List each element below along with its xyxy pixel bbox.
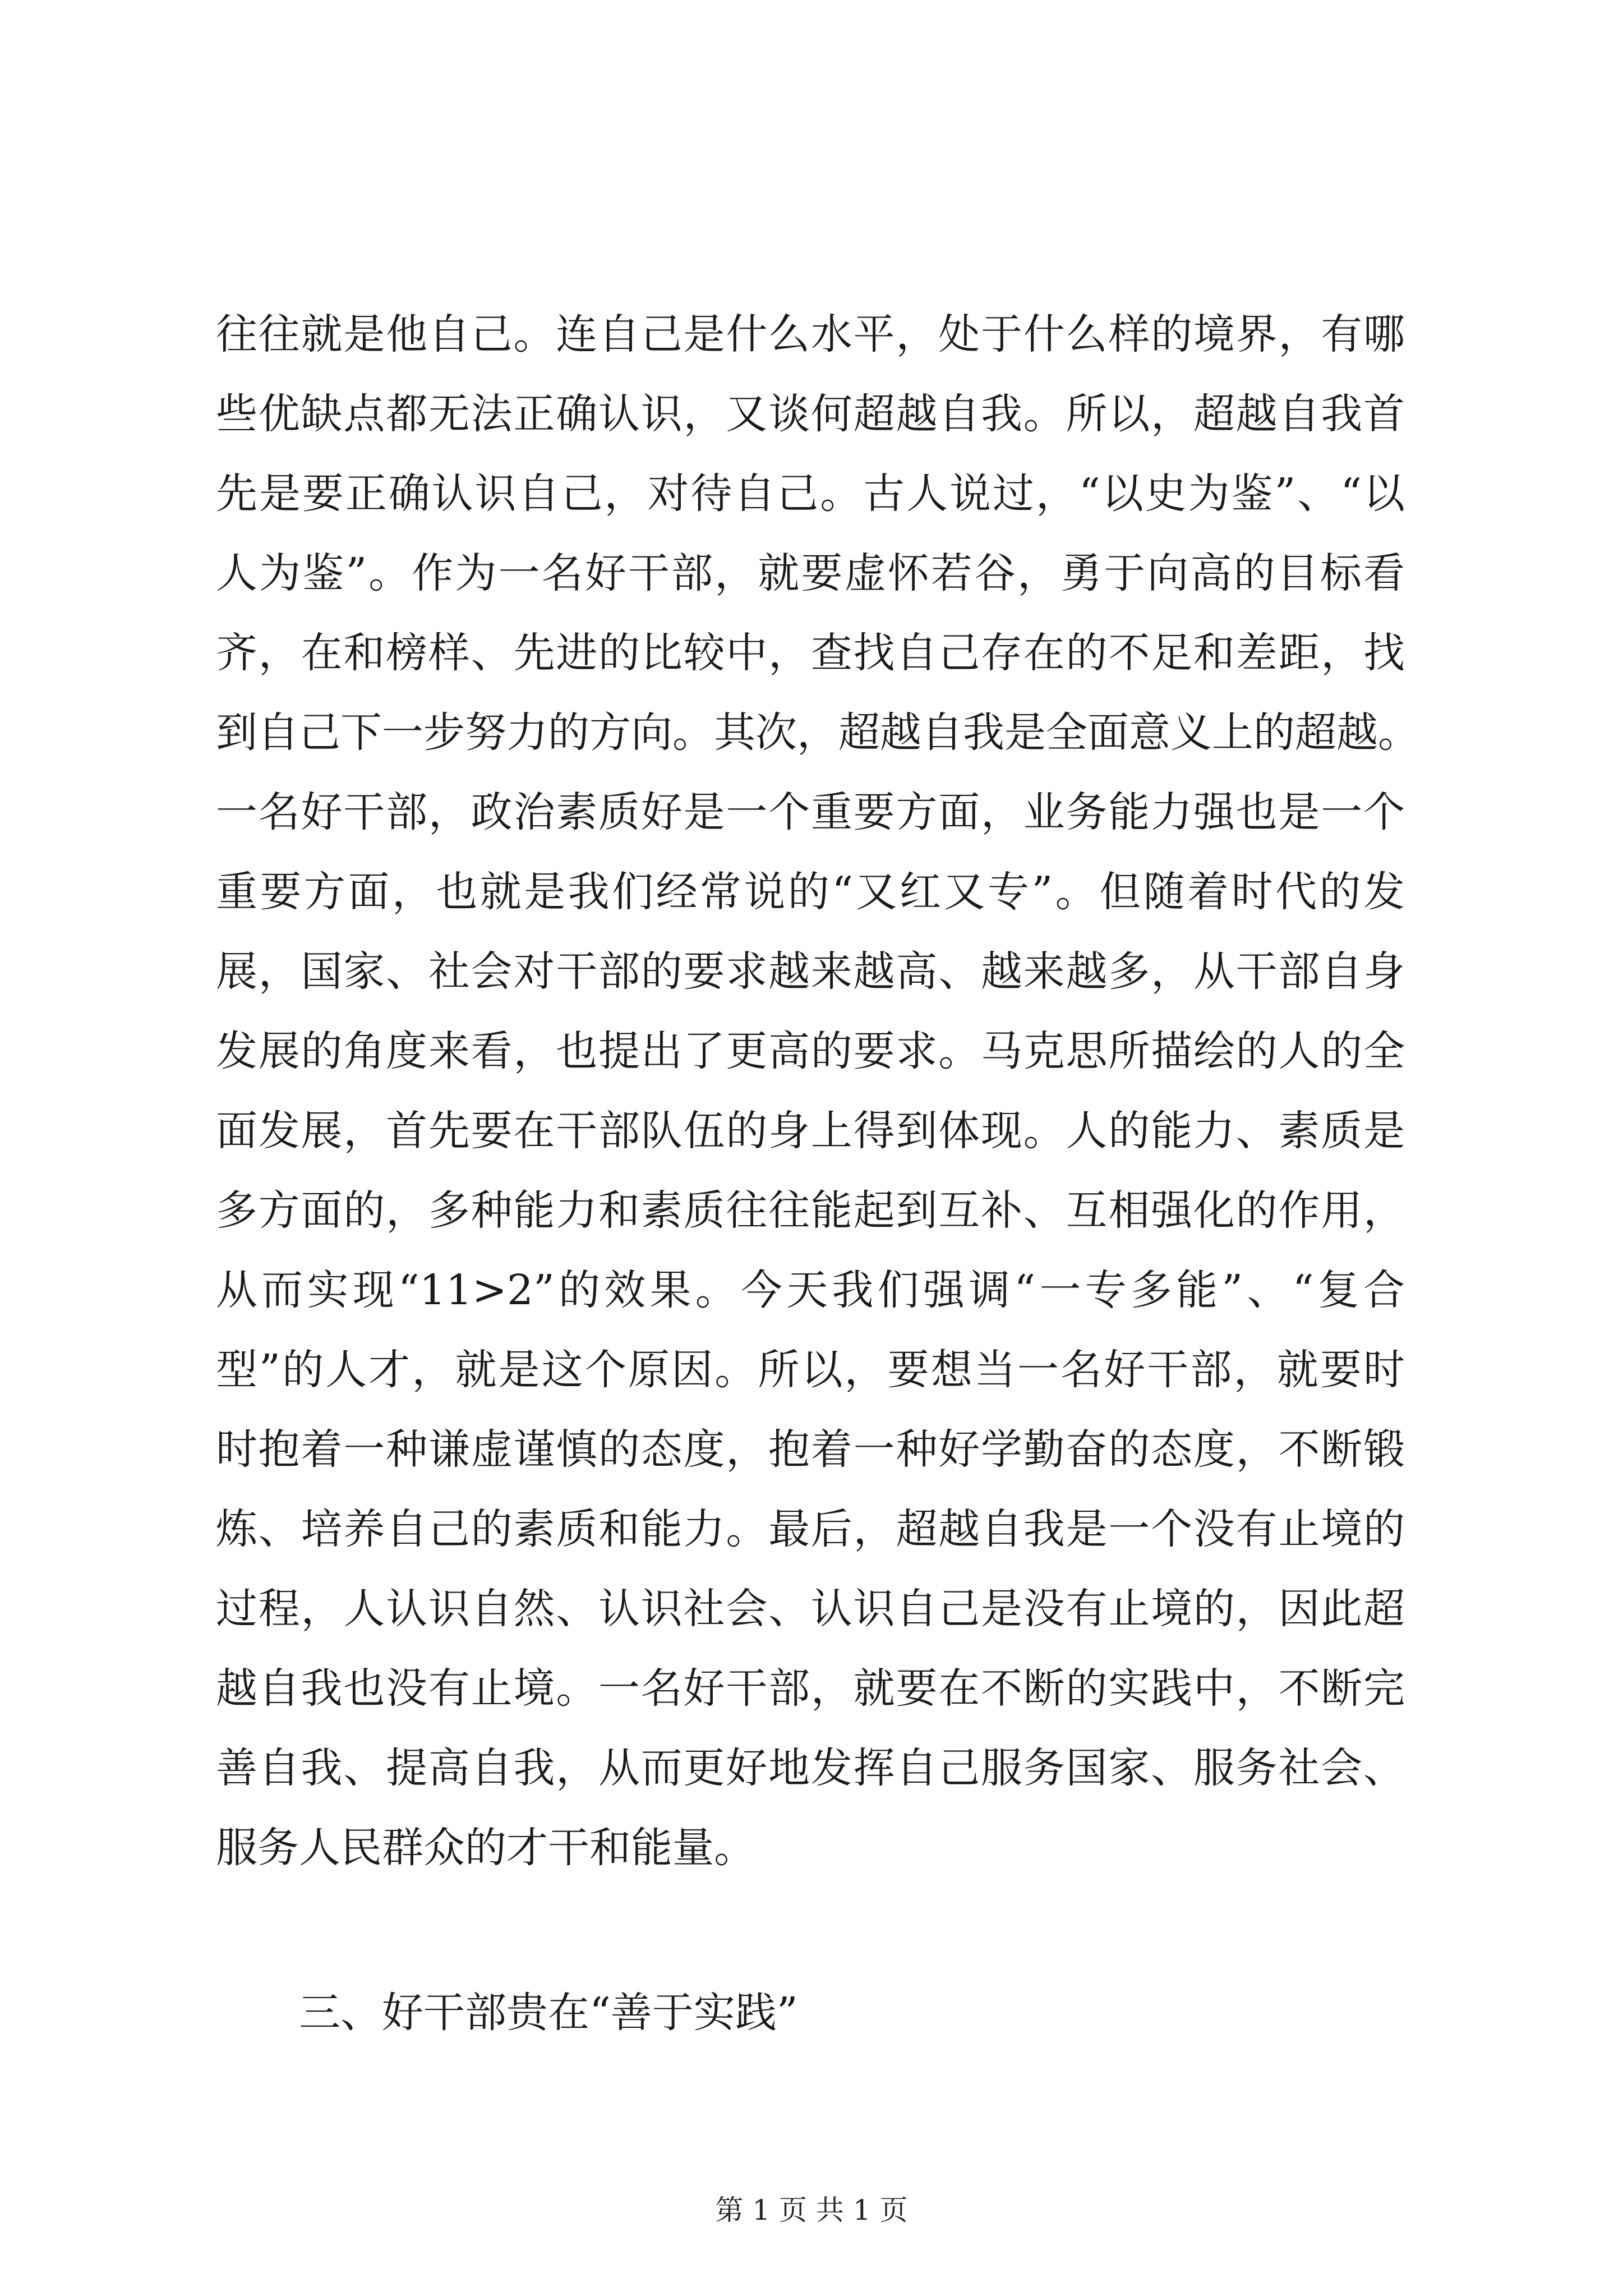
paragraph-line: 往往就是他自己。连自己是什么水平，处于什么样的境界，有哪 [216, 310, 1405, 358]
paragraph-line: 越自我也没有止境。一名好干部，就要在不断的实践中，不断完 [216, 1664, 1405, 1713]
paragraph-line: 时抱着一种谦虚谨慎的态度，抱着一种好学勤奋的态度，不断锻 [216, 1425, 1405, 1474]
body-paragraph [216, 295, 1419, 1888]
paragraph-line: 从而实现“11>2”的效果。今天我们强调“一专多能”、“复合 [216, 1266, 1405, 1314]
paragraph-line: 人为鉴”。作为一名好干部，就要虚怀若谷，勇于向高的目标看 [216, 549, 1405, 597]
paragraph-line: 些优缺点都无法正确认识，又谈何超越自我。所以，超越自我首 [216, 390, 1405, 438]
paragraph-line: 发展的角度来看，也提出了更高的要求。马克思所描绘的人的全 [216, 1027, 1405, 1075]
section-heading: 三、好干部贵在“善于实践” [299, 1989, 798, 2037]
paragraph-line: 到自己下一步努力的方向。其次，超越自我是全面意义上的超越。 [216, 708, 1419, 757]
paragraph-line: 一名好干部，政治素质好是一个重要方面，业务能力强也是一个 [216, 788, 1405, 836]
paragraph-line: 齐，在和榜样、先进的比较中，查找自己存在的不足和差距，找 [216, 629, 1405, 677]
paragraph-line: 先是要正确认识自己，对待自己。古人说过，“以史为鉴”、“以 [216, 470, 1405, 518]
paragraph-line: 炼、培养自己的素质和能力。最后，超越自我是一个没有止境的 [216, 1505, 1405, 1553]
paragraph-line: 重要方面，也就是我们经常说的“又红又专”。但随着时代的发 [216, 868, 1405, 916]
paragraph-line: 面发展，首先要在干部队伍的身上得到体现。人的能力、素质是 [216, 1107, 1405, 1155]
paragraph-line: 过程，人认识自然、认识社会、认识自己是没有止境的，因此超 [216, 1585, 1405, 1633]
paragraph-line: 多方面的，多种能力和素质往往能起到互补、互相强化的作用， [216, 1186, 1405, 1235]
paragraph-line: 善自我、提高自我，从而更好地发挥自己服务国家、服务社会、 [216, 1744, 1405, 1792]
paragraph-line: 服务人民群众的才干和能量。 [216, 1824, 755, 1872]
paragraph-line: 展，国家、社会对干部的要求越来越高、越来越多，从干部自身 [216, 947, 1405, 996]
paragraph-line: 型”的人才，就是这个原因。所以，要想当一名好干部，就要时 [216, 1346, 1405, 1394]
page-number-footer: 第 1 页 共 1 页 [715, 2194, 908, 2226]
